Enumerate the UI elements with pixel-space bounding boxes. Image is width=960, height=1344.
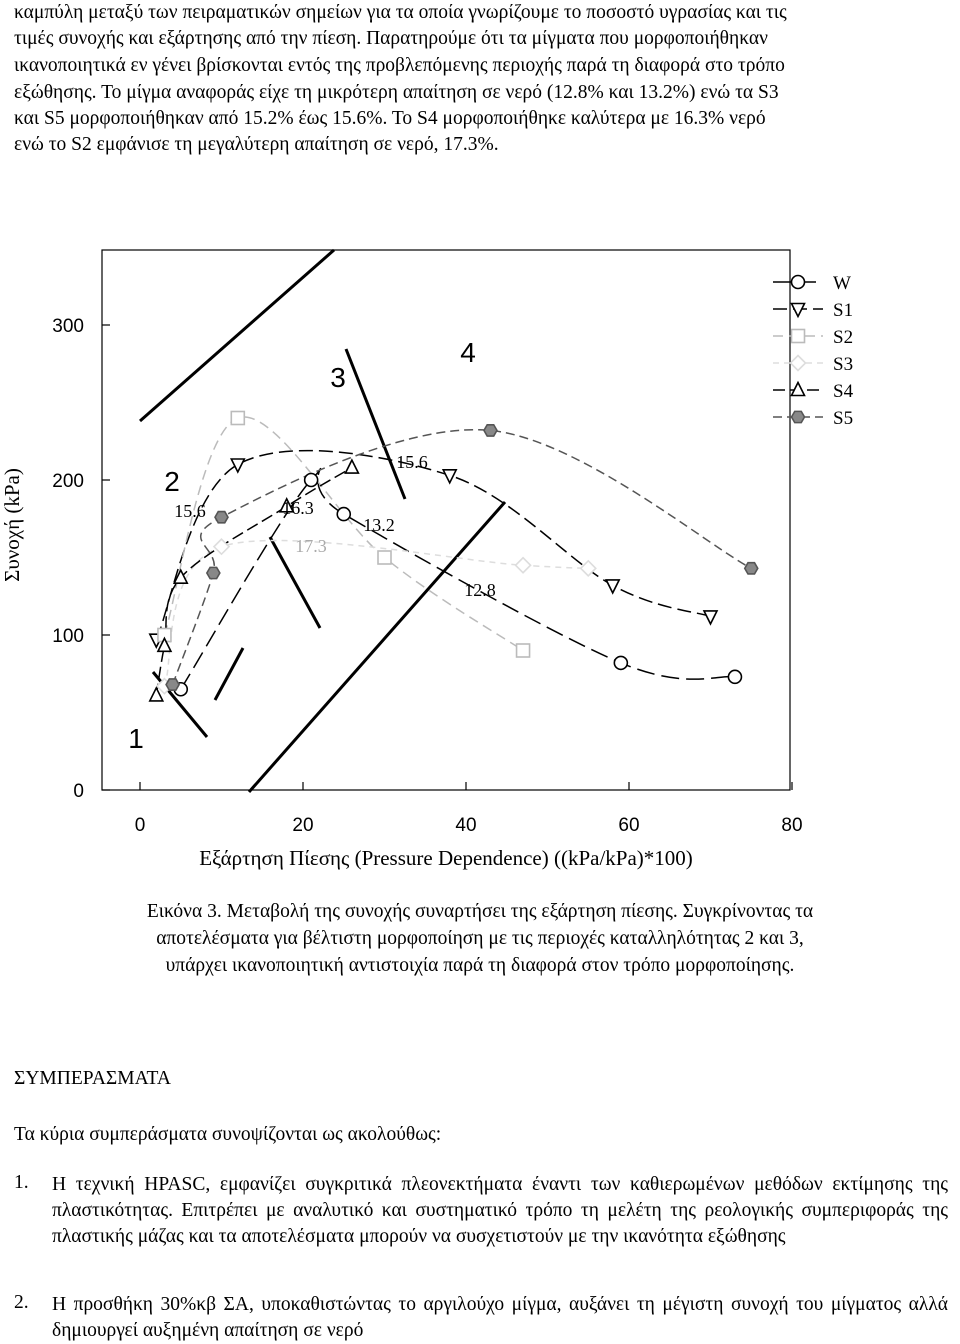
- data-point: [305, 474, 318, 487]
- caption-line-3: υπάρχει ικανοποιητική αντιστοιχία παρά τη διαφορά στον τρόπο μορφοποίησης.: [165, 955, 795, 976]
- legend: [773, 273, 854, 429]
- legend-label: S1: [833, 300, 854, 321]
- data-point: [337, 508, 350, 521]
- legend-marker: [791, 356, 806, 371]
- series-curves: [156, 417, 751, 695]
- y-tick-label: 100: [52, 626, 84, 647]
- region-label: 1: [128, 723, 144, 754]
- data-point: [606, 580, 619, 593]
- data-point: [166, 679, 179, 690]
- conclusions-lead: Τα κύρια συμπεράσματα συνοψίζονται ως ακολούθως:: [14, 1124, 442, 1145]
- x-tick-label: 80: [781, 815, 803, 836]
- data-point: [704, 611, 717, 624]
- series-line: [156, 451, 710, 640]
- data-point: [207, 567, 220, 578]
- caption-line-1: Εικόνα 3. Μεταβολή της συνοχής συναρτήσει της εξάρτηση πίεσης. Συγκρίνοντας τα: [146, 901, 814, 922]
- data-point: [517, 644, 530, 657]
- legend-marker: [792, 411, 805, 422]
- x-tick-label: 20: [292, 815, 314, 836]
- figure-caption: [50, 898, 910, 979]
- data-point: [745, 563, 758, 574]
- data-point: [443, 470, 456, 483]
- y-axis-label: Συνοχή (kPa): [0, 468, 24, 582]
- water-content-annotation: 16.3: [282, 498, 314, 518]
- intro-line-1: καμπύλη μεταξύ των πειραματικών σημείων για τα οποία γνωρίζουμε το ποσοστό υγρασίας και τις: [14, 2, 787, 23]
- list-item-number: 1.: [14, 1172, 29, 1193]
- water-content-annotation: 15.6: [174, 501, 206, 521]
- data-point: [215, 512, 228, 523]
- section-heading: ΣΥΜΠΕΡΑΣΜΑΤΑ: [14, 1068, 171, 1089]
- water-content-annotation: 13.2: [363, 515, 395, 535]
- legend-label: S4: [833, 381, 854, 402]
- y-tick-label: 200: [52, 471, 84, 492]
- region-boundary-line: [140, 250, 334, 421]
- legend-label: S3: [833, 354, 854, 375]
- region-boundary-line: [215, 648, 243, 700]
- x-tick-label: 0: [134, 815, 146, 836]
- series-markers: [150, 412, 758, 701]
- legend-marker: [792, 330, 805, 343]
- x-tick-label: 60: [618, 815, 640, 836]
- intro-line-4: εξώθησης. Το μίγμα αναφοράς είχε τη μικρότερη απαίτηση σε νερό (12.8% και 13.2%) ενώ τα S3: [14, 82, 779, 103]
- intro-line-5: και S5 μορφοποιήθηκαν από 15.2% έως 15.6%. Το S4 μορφοποιήθηκε καλύτερα με 16.3% νερό: [14, 108, 766, 129]
- region-label: 2: [164, 466, 180, 497]
- intro-line-2: τιμές συνοχής και εξάρτησης από την πίεση. Παρατηρούμε ότι τα μίγματα που μορφοποιήθηκαν: [14, 28, 768, 49]
- intro-line-3: ικανοποιητικά εν γένει βρίσκονται εντός της προβλεπόμενης περιοχής παρά τη διαφορά στο τρόπο: [14, 55, 785, 76]
- y-tick-label: 300: [52, 316, 84, 337]
- data-point: [231, 412, 244, 425]
- water-content-annotation: 15.6: [396, 452, 428, 472]
- list-item-text: Η τεχνική HPASC, εμφανίζει συγκριτικά πλεονεκτήματα έναντι των καθιερωμένων μεθόδων εκτίμησης της πλαστικότητας. Επιτρέπει με αναλυτικό και συστηματικό τρόπο τη μελέτη της ρεολογικής συμπεριφοράς της πλαστικής μάζας και τα αποτελέσματα μπορούν να συσχετιστούν με την ικανότητα εξώθησης: [52, 1174, 948, 1247]
- water-content-annotation: 12.8: [464, 580, 496, 600]
- data-point: [728, 670, 741, 683]
- legend-marker: [792, 383, 805, 396]
- legend-label: S2: [833, 327, 854, 348]
- data-point: [516, 558, 531, 573]
- data-point: [614, 656, 627, 669]
- x-axis-label: Εξάρτηση Πίεσης (Pressure Dependence) ((kPa/kPa)*100): [199, 846, 693, 870]
- data-point: [484, 425, 497, 436]
- region-boundary-line: [346, 349, 405, 499]
- data-point: [378, 551, 391, 564]
- region-label: 4: [460, 337, 476, 368]
- data-point: [214, 539, 229, 554]
- region-label: 3: [330, 362, 346, 393]
- figure-chart: [0, 235, 960, 885]
- list-item-text: Η προσθήκη 30%κβ ΣΑ, υποκαθιστώντας το αργιλούχο μίγμα, αυξάνει τη μέγιστη συνοχή του μίγματος αλλά δημιουργεί αυξημένη απαίτηση σε νερό: [52, 1294, 948, 1341]
- legend-label: S5: [833, 408, 854, 429]
- data-point: [231, 459, 244, 472]
- data-point: [345, 460, 358, 473]
- y-tick-label: 0: [73, 781, 84, 802]
- x-tick-label: 40: [455, 815, 477, 836]
- axis-ticks: [52, 316, 802, 836]
- legend-marker: [792, 304, 805, 317]
- list-item-number: 2.: [14, 1292, 29, 1313]
- water-content-annotation: 17.3: [295, 536, 327, 556]
- legend-label: W: [833, 273, 851, 294]
- legend-marker: [792, 276, 805, 289]
- region-boundary-line: [249, 502, 505, 792]
- intro-line-6: ενώ το S2 εμφάνισε τη μεγαλύτερη απαίτηση σε νερό, 17.3%.: [14, 134, 499, 155]
- series-line: [181, 469, 735, 690]
- caption-line-2: αποτελέσματα για βέλτιστη μορφοποίηση με τις περιοχές καταλληλότητας 2 και 3,: [156, 928, 804, 949]
